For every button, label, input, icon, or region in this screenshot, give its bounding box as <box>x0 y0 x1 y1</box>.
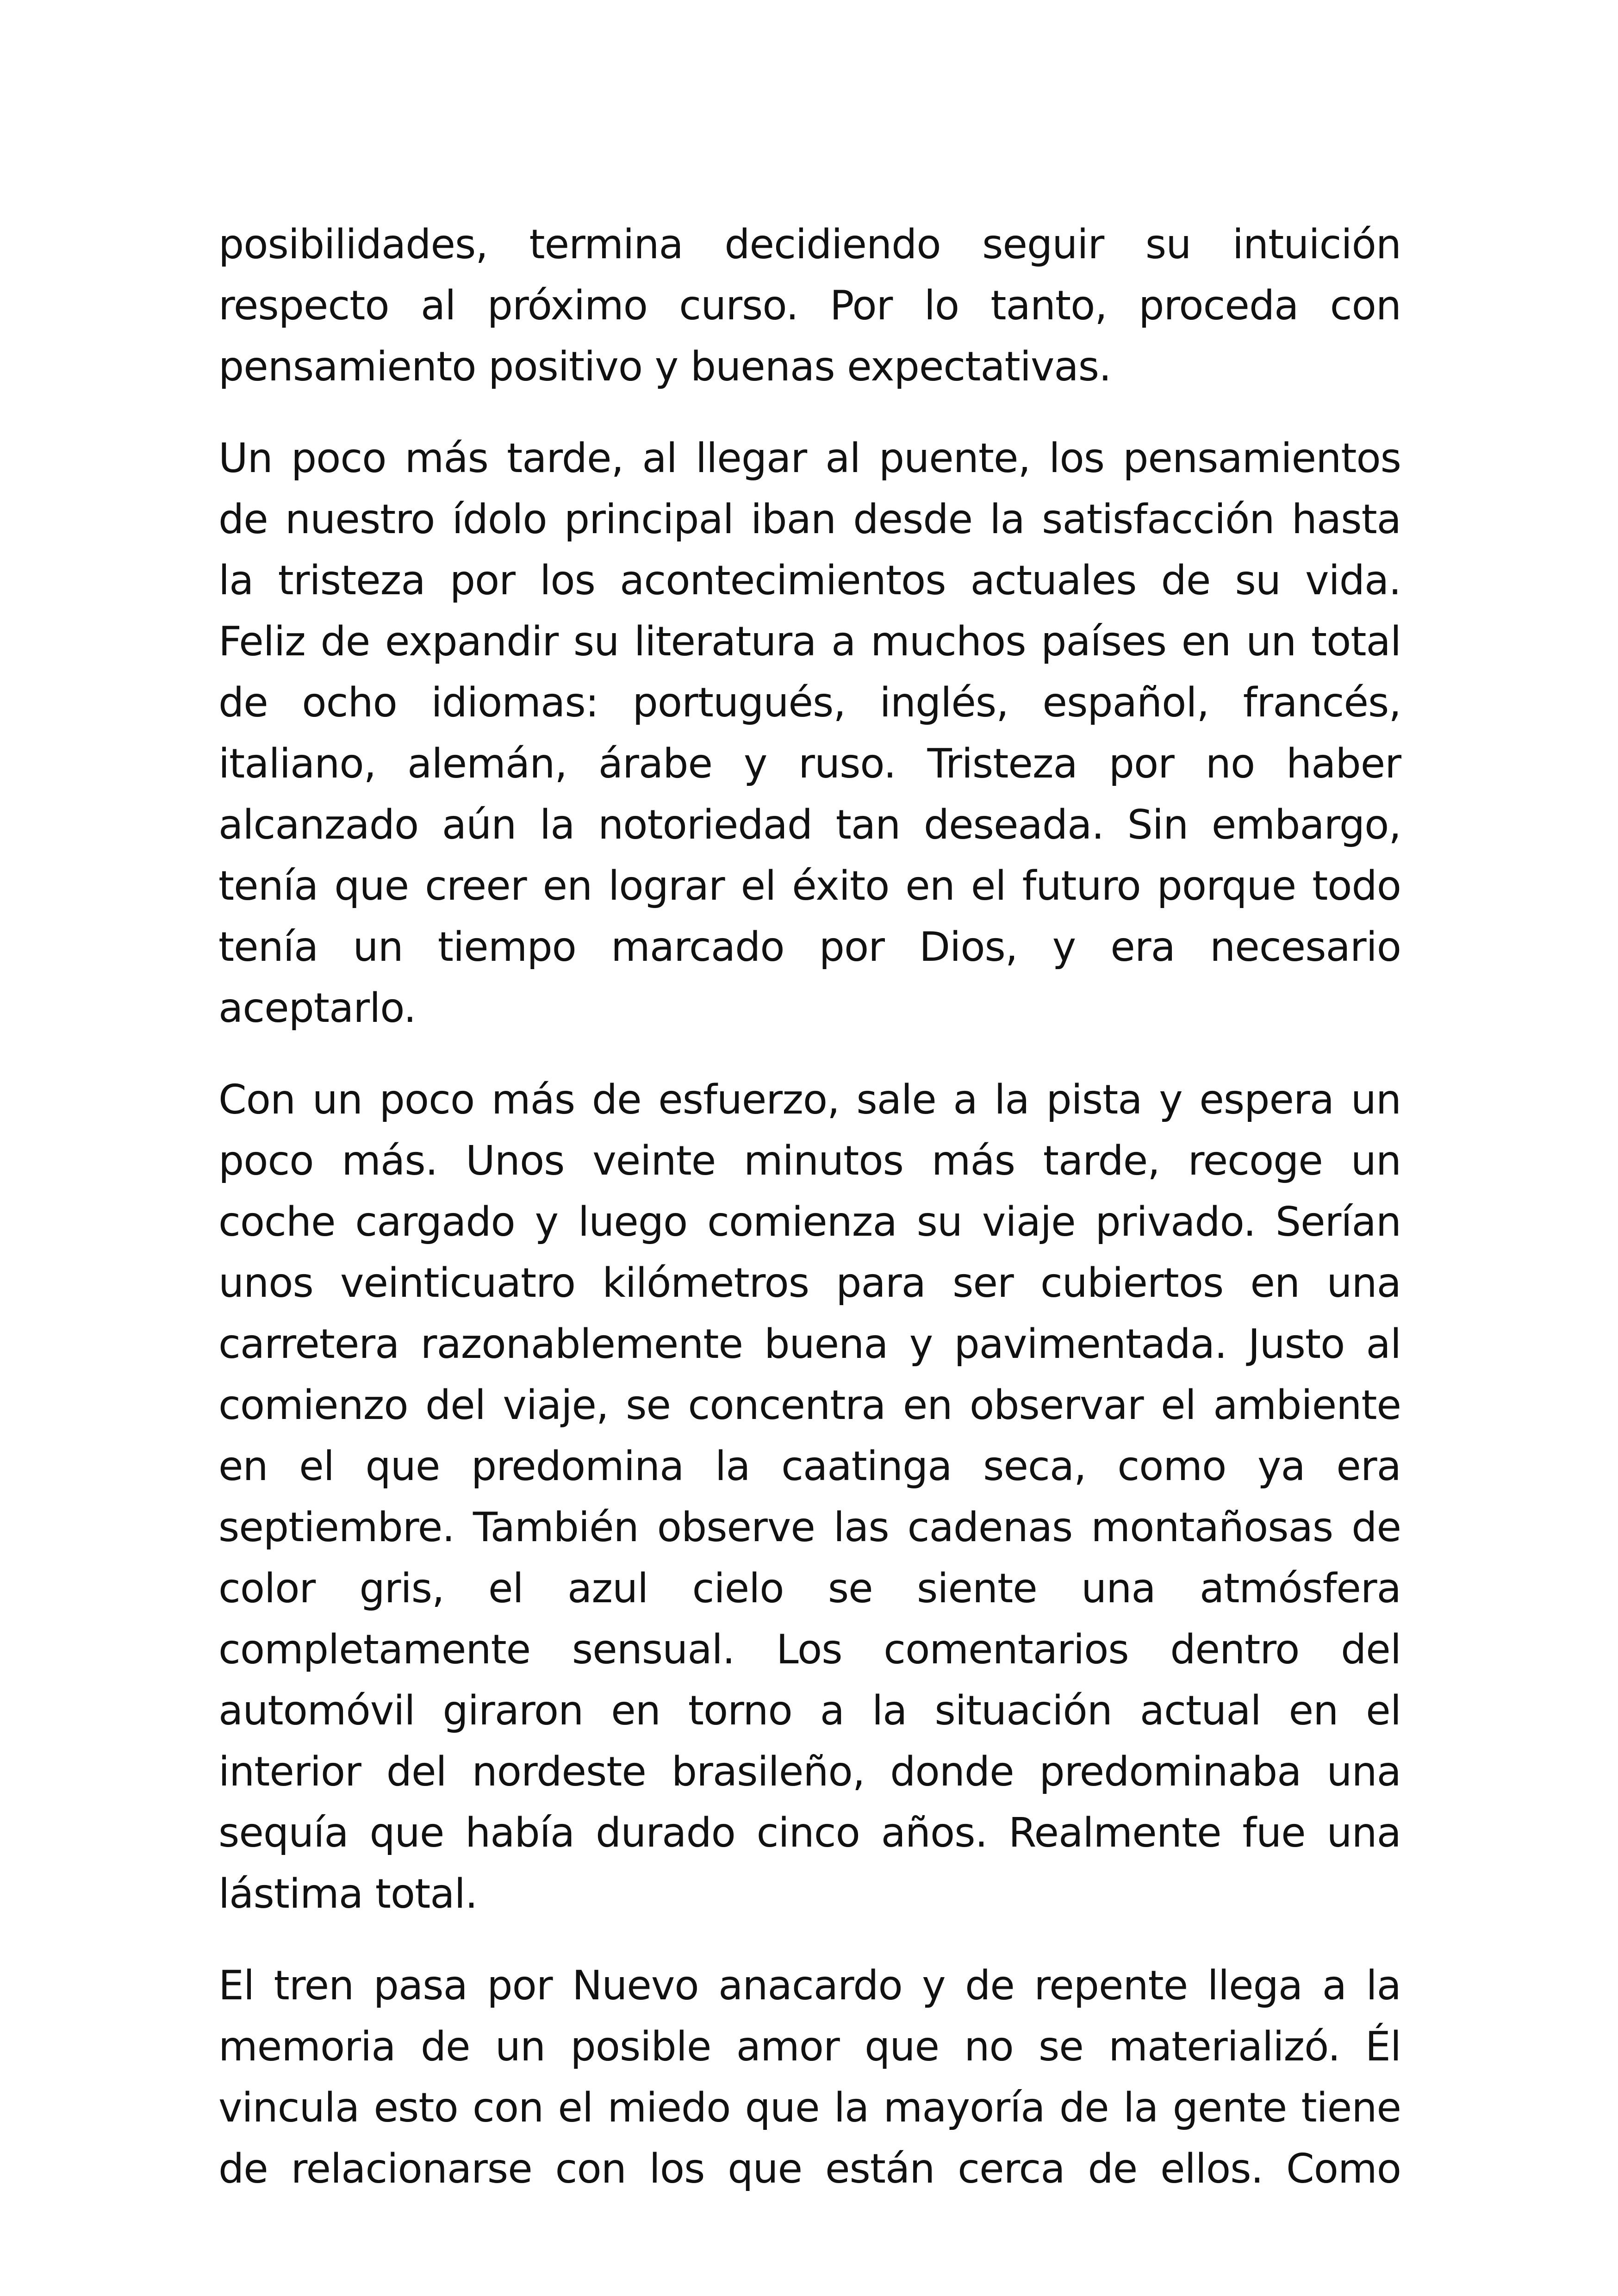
paragraph-1: posibilidades, termina decidiendo seguir su intuición respecto al próximo curso. Por lo tanto, proceda con pensamiento positivo y buenas expectativas. <box>218 221 1401 390</box>
body-text <box>218 214 1401 2230</box>
paragraph-2: Un poco más tarde, al llegar al puente, los pensamientos de nuestro ídolo principal iban desde la satisfacción hasta la tristeza por los acontecimientos actuales de su vida. Feliz de expandir su literatura a muchos países en un total de ocho idiomas: portugués, inglés, español, francés, italiano, alemán, árabe y ruso. Tristeza por no haber alcanzado aún la notoriedad tan deseada. Sin embargo, tenía que creer en lograr el éxito en el futuro porque todo tenía un tiempo marcado por Dios, y era necesario aceptarlo. <box>218 435 1401 1032</box>
paragraph-4: El tren pasa por Nuevo anacardo y de repente llega a la memoria de un posible amor que no se materializó. Él vincula esto con el miedo que la mayoría de la gente tiene de relacionarse con los que están cerca de ellos. Como <box>218 1962 1401 2192</box>
paragraph-3: Con un poco más de esfuerzo, sale a la pista y espera un poco más. Unos veinte minutos más tarde, recoge un coche cargado y luego comienza su viaje privado. Serían unos veinticuatro kilómetros para ser cubiertos en una carretera razonablemente buena y pavimentada. Justo al comienzo del viaje, se concentra en observar el ambiente en el que predomina la caatinga seca, como ya era septiembre. También observe las cadenas montañosas de color gris, el azul cielo se siente una atmósfera completamente sensual. Los comentarios dentro del automóvil giraron en torno a la situación actual en el interior del nordeste brasileño, donde predominaba una sequía que había durado cinco años. Realmente fue una lástima total. <box>218 1076 1401 1917</box>
